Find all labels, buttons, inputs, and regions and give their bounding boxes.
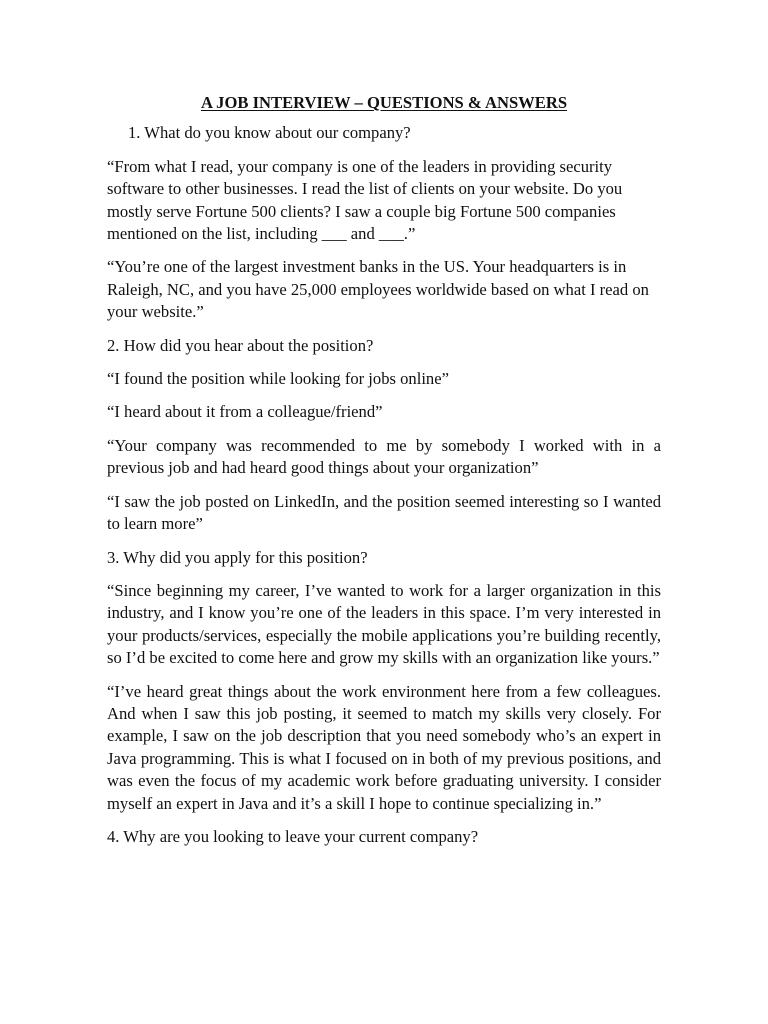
answer-1-1: “From what I read, your company is one of the leaders in providing security software to other businesses. I read the list of clients on your website. Do you mostly serve Fortune 500 clients? I saw a couple big Fortune 500 companies mentioned on the list, including ___ and ___.” (107, 156, 623, 244)
question-3: 3. Why did you apply for this position? (107, 547, 368, 567)
answer-3-2: “I’ve heard great things about the work environment here from a few colleagues. And when I saw this job posting, it seemed to match my skills very closely. For example, I saw on the job description that you need somebody who’s an expert in Java programming. This is what I focused on in both of my previous positions, and was even the focus of my academic work before graduating university. I consider myself an expert in Java and it’s a skill I hope to continue specializing in.” (107, 681, 661, 813)
answer-2-2: “I heard about it from a colleague/friend” (107, 402, 383, 422)
question-4: 4. Why are you looking to leave your current company? (107, 826, 479, 846)
document-title: A JOB INTERVIEW – QUESTIONS & ANSWERS (200, 93, 568, 112)
section-1 (107, 122, 661, 323)
section-2 (107, 335, 661, 536)
answer-1-2: “You’re one of the largest investment banks in the US. Your headquarters is in Raleigh, NC, and you have 25,000 employees worldwide based on what I read on your website.” (107, 257, 649, 322)
section-3 (107, 547, 661, 815)
document-page (107, 92, 661, 859)
question-2: 2. How did you hear about the position? (107, 335, 374, 355)
answer-3-1: “Since beginning my career, I’ve wanted to work for a larger organization in this industry, and I know you’re one of the leaders in this space. I’m very interested in your products/services, especially the mobile applications you’re building recently, so I’d be excited to come here and grow my skills with an organization like yours.” (107, 580, 661, 668)
answer-2-3: “Your company was recommended to me by somebody I worked with in a previous job and had heard good things about your organization” (107, 435, 661, 478)
question-1: 1. What do you know about our company? (128, 123, 411, 143)
answer-2-4: “I saw the job posted on LinkedIn, and the position seemed interesting so I wanted to learn more” (107, 491, 661, 534)
answer-2-1: “I found the position while looking for jobs online” (107, 369, 449, 389)
section-4 (107, 826, 661, 848)
